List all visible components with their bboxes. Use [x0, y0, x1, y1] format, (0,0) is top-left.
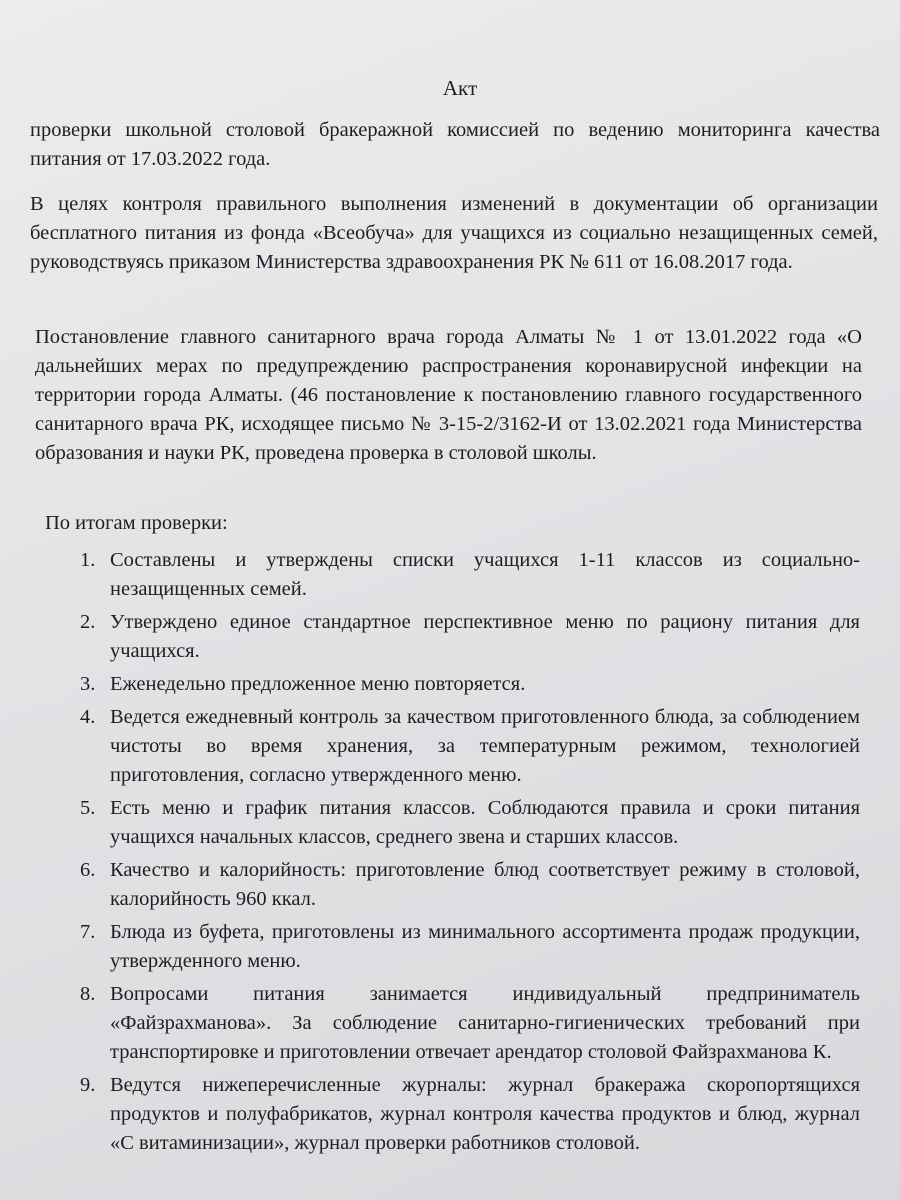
item-number: 4.	[80, 706, 96, 728]
item-text: Блюда из буфета, приготовлены из минимального ассортимента продаж продукции, утвержденного меню.	[110, 921, 860, 972]
list-item	[80, 856, 860, 914]
item-text: Вопросами питания занимается индивидуальный предприниматель «Файзрахманова». За соблюдение санитарно-гигиенических требований при транспортировке и приготовлении отвечает арендатор столовой Файзрахманова К.	[110, 983, 860, 1063]
item-text: Качество и калорийность: приготовление блюд соответствует режиму в столовой, калорийность 960 ккал.	[110, 859, 860, 910]
list-item	[80, 918, 860, 976]
item-text: Еженедельно предложенное меню повторяется.	[110, 673, 526, 695]
results-heading: По итогам проверки:	[45, 512, 228, 534]
item-text: Утверждено единое стандартное перспективное меню по рациону питания для учащихся.	[110, 611, 860, 662]
item-number: 1.	[80, 549, 96, 571]
list-item	[80, 670, 860, 699]
item-text: Составлены и утверждены списки учащихся 1-11 классов из социально-незащищенных семей.	[110, 549, 860, 600]
list-item	[80, 546, 860, 604]
list-item	[80, 794, 860, 852]
results-list	[80, 546, 860, 1162]
item-text: Есть меню и график питания классов. Соблюдаются правила и сроки питания учащихся начальных классов, среднего звена и старших классов.	[110, 797, 860, 848]
list-item	[80, 703, 860, 790]
item-number: 7.	[80, 921, 96, 943]
list-item	[80, 608, 860, 666]
item-number: 8.	[80, 983, 96, 1005]
item-number: 5.	[80, 797, 96, 819]
intro-paragraph: проверки школьной столовой бракеражной комиссией по ведению мониторинга качества питания от 17.03.2022 года.	[30, 119, 880, 170]
item-number: 2.	[80, 611, 96, 633]
item-number: 6.	[80, 859, 96, 881]
list-item	[80, 1071, 860, 1158]
document-title: Акт	[442, 76, 478, 100]
item-number: 3.	[80, 673, 96, 695]
list-item	[80, 980, 860, 1067]
resolution-paragraph: Постановление главного санитарного врача города Алматы № 1 от 13.01.2022 года «О дальнейших мерах по предупреждению распространения коронавирусной инфекции на территории города Алматы. (46 постановление к постановлению главного государственного санитарного врача РК, исходящее письмо № 3-15-2/3162-И от 13.02.2021 года Министерства образования и науки РК, проведена проверка в столовой школы.	[35, 326, 862, 464]
item-text: Ведется ежедневный контроль за качеством приготовленного блюда, за соблюдением чистоты во время хранения, за температурным режимом, технологией приготовления, согласно утвержденного меню.	[110, 706, 860, 786]
item-text: Ведутся нижеперечисленные журналы: журнал бракеража скоропортящихся продуктов и полуфабрикатов, журнал контроля качества продуктов и блюд, журнал «С витаминизации», журнал проверки работников столовой.	[110, 1074, 860, 1154]
purpose-paragraph: В целях контроля правильного выполнения изменений в документации об организации бесплатного питания из фонда «Всеобуча» для учащихся из социально незащищенных семей, руководствуясь приказом Министерства здравоохранения РК № 611 от 16.08.2017 года.	[30, 193, 878, 273]
item-number: 9.	[80, 1074, 96, 1096]
